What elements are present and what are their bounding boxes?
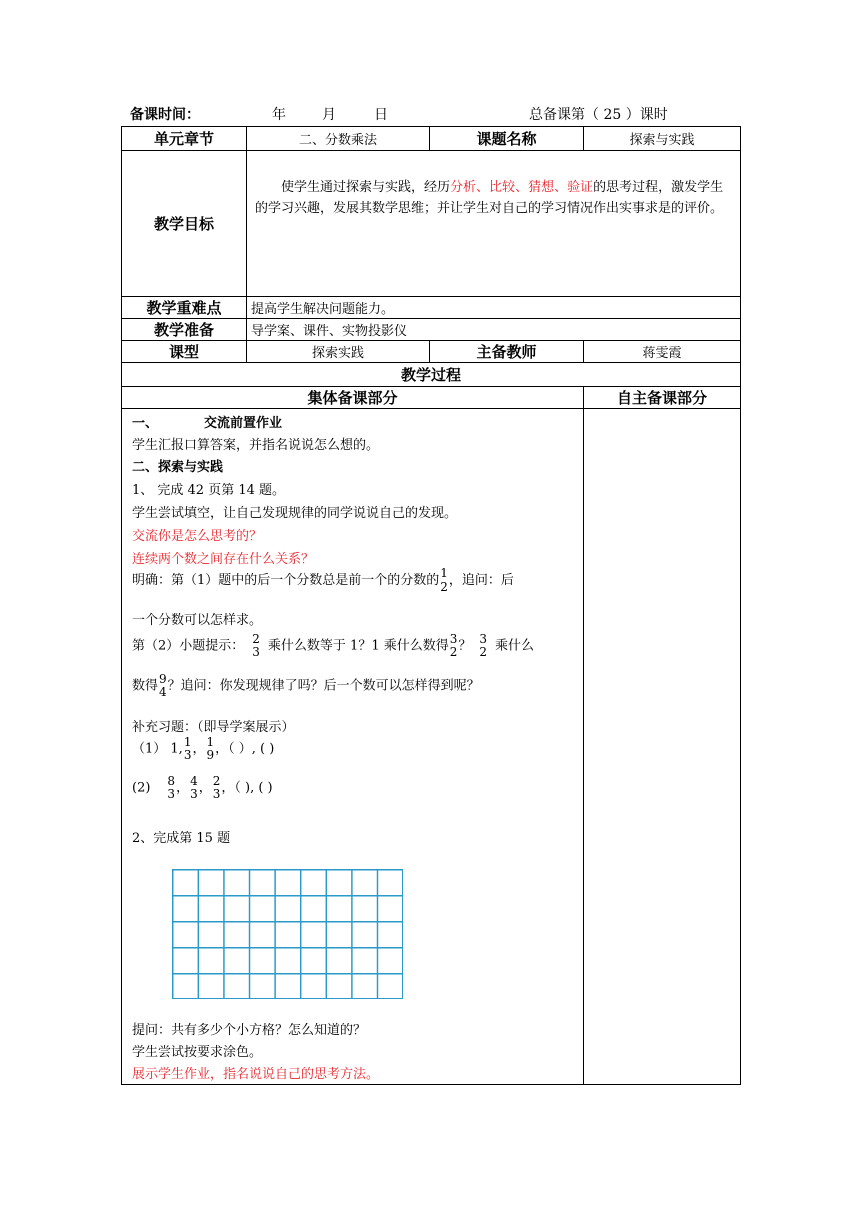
process-header-row [122,387,741,409]
exercise-2: (2) 8 3 ， 4 3 ， 2 3 ，（ ), ( ) [132,774,273,801]
line-7: 连续两个数之间存在什么关系？ [132,552,315,567]
difficulty-row [122,297,741,319]
fraction-1-3: 1 3 [183,735,192,762]
prep-time-label: 备课时间： [130,107,200,123]
unit-value: 二、分数乘法 [247,127,430,151]
difficulty-label: 教学重难点 [122,297,247,319]
line-8: 明确：第（1）题中的后一个分数总是前一个的分数的 1 2 ，追问：后 [132,566,514,594]
day-label: 日 [374,107,388,123]
topic-value: 探索与实践 [584,127,741,151]
process-title: 教学过程 [122,363,741,387]
fraction-3-2-b: 3 2 [479,632,488,659]
line-11: 数得 9 4 ？追问：你发现规律了吗？后一个数可以怎样得到呢？ [132,672,480,699]
type-value: 探索实践 [247,341,430,363]
fraction-8-3: 8 3 [167,774,176,801]
topic-label: 课题名称 [430,127,584,151]
fraction-4-3: 4 3 [190,774,198,801]
self-header: 自主备课部分 [584,387,741,409]
self-content [584,409,741,1085]
process-title-row [122,363,741,387]
fraction-one-half: 1 2 [440,566,448,594]
line-16: 提问：共有多少个小方格？怎么知道的？ [132,1023,367,1038]
fraction-1-9: 1 9 [206,735,215,762]
teacher-value: 蒋雯霞 [584,341,741,363]
year-label: 年 [272,107,286,123]
prep-label: 教学准备 [122,319,247,341]
unit-row [122,127,741,151]
difficulty-value: 提高学生解决问题能力。 [247,297,741,319]
teacher-label: 主备教师 [430,341,584,363]
line-12: 补充习题：（即导学案展示） [132,720,295,735]
line-4: 1、 完成 42 页第 14 题。 [132,483,286,498]
fraction-3-2: 3 2 [449,632,458,659]
total-lesson-count: 总备课第（ 25 ）课时 [529,107,668,123]
section-2-heading: 二、探索与实践 [132,460,224,475]
line-6: 交流你是怎么思考的？ [132,529,263,544]
collective-content [122,409,584,1085]
process-content-row [122,409,741,1085]
collective-header: 集体备课部分 [122,387,584,409]
line-15: 2、完成第 15 题 [132,831,231,846]
lesson-plan-table [121,126,741,1085]
square-grid [172,869,403,999]
fraction-2-3: 2 3 [252,632,260,659]
line-17: 学生尝试按要求涂色。 [132,1045,263,1060]
line-5: 学生尝试填空，让自己发现规律的同学说说自己的发现。 [132,506,458,521]
exercise-1: （1） 1, 1 3 ， 1 9 ，（ ）, ( ) [132,735,275,762]
prep-value: 导学案、课件、实物投影仪 [247,319,741,341]
type-row [122,341,741,363]
line-2: 学生汇报口算答案，并指名说说怎么想的。 [132,438,380,453]
goal-row [122,151,741,297]
goal-text: 使学生通过探索与实践，经历分析、比较、猜想、验证的思考过程，激发学生的学习兴趣，发展其数学思维；并让学生对自己的学习情况作出实事求是的评价。 [247,151,741,297]
type-label: 课型 [122,341,247,363]
unit-label: 单元章节 [122,127,247,151]
line-18: 展示学生作业，指名说说自己的思考方法。 [132,1067,380,1082]
line-10: 第（2）小题提示： 2 3 乘什么数等于 1？1 乘什么数得 3 2 ？ 3 2 乘什么 [132,632,535,659]
line-9: 一个分数可以怎样求。 [132,613,263,628]
header-line [130,104,740,126]
goal-label: 教学目标 [122,151,247,297]
fraction-9-4: 9 4 [159,672,167,699]
section-1-heading: 一、 交流前置作业 [132,416,283,431]
fraction-2-3-b: 2 3 [212,774,221,801]
prep-row [122,319,741,341]
month-label: 月 [322,107,336,123]
